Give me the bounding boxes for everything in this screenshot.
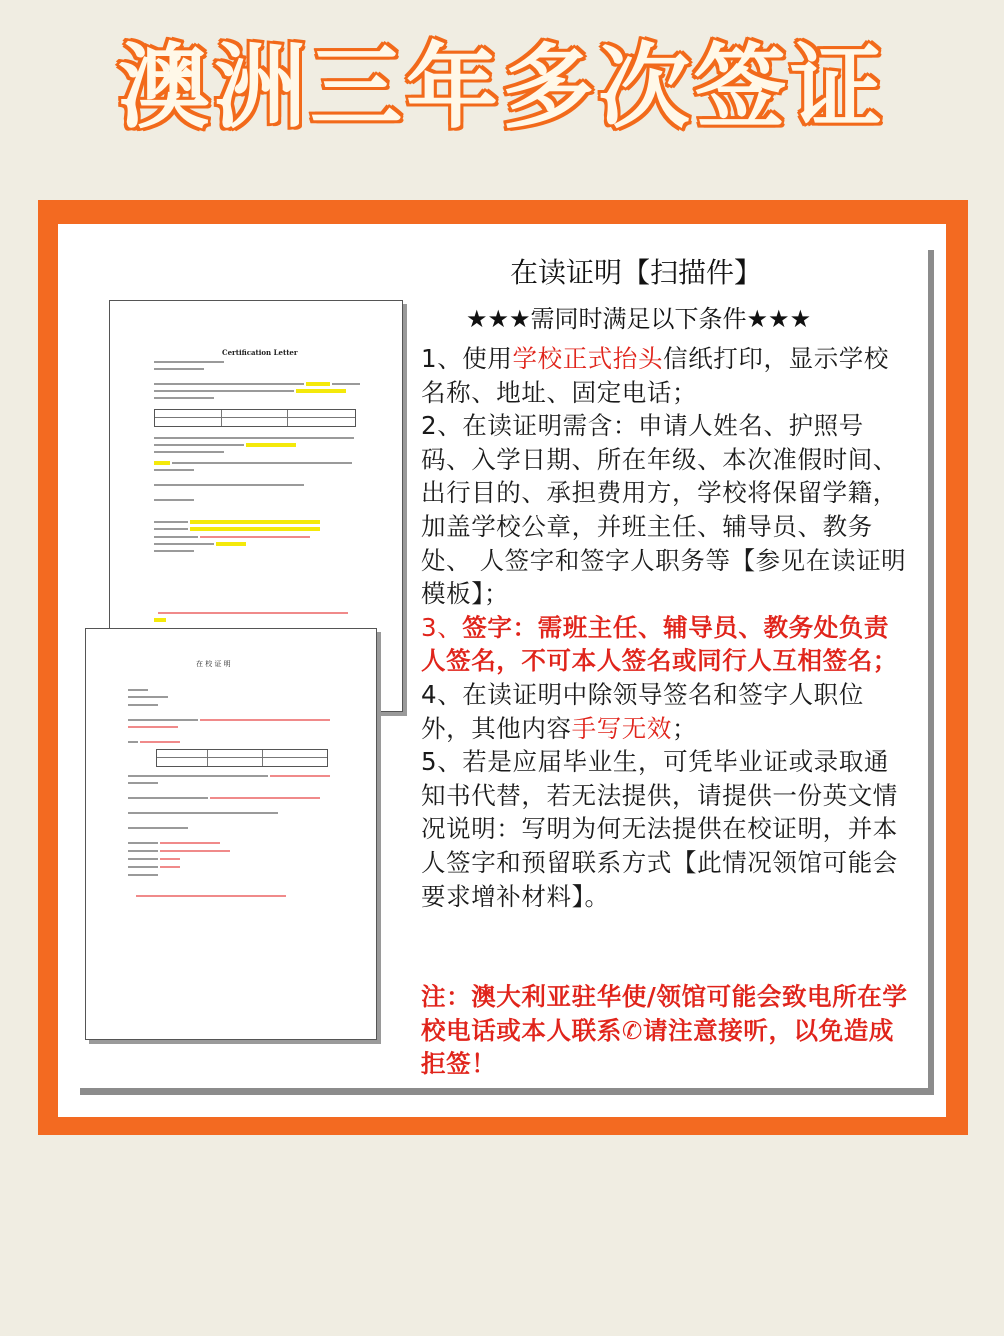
panel-shadow bbox=[928, 250, 934, 1095]
requirement-item: 5、若是应届毕业生，可凭毕业证或录取通知书代替，若无法提供，请提供一份英文情况说明：写明为何无法提供在校证明，并本人签字和预留联系方式【此情况领馆可能会要求增补材料】。 bbox=[421, 747, 898, 911]
requirement-highlight: 学校正式抬头 bbox=[512, 344, 664, 373]
requirement-highlight: 手写无效 bbox=[571, 713, 673, 743]
requirement-item: 1、使用学校正式抬头信纸打印，显示学校名称、地址、固定电话； bbox=[421, 344, 890, 407]
enrollment-certificate-thumbnail bbox=[85, 628, 377, 1040]
certificate-title: 在 校 证 明 bbox=[196, 660, 231, 668]
requirement-item: 2、在读证明需含：申请人姓名、护照号码、入学日期、所在年级、本次准假时间、出行目的、承担费用方，学校将保留学籍，加盖学校公章，并班主任、辅导员、教务处、 人签字和签字人职务等【参见在读证明模板】； bbox=[421, 411, 907, 609]
conditions-subheading: ★★★需同时满足以下条件★★★ bbox=[466, 305, 812, 333]
letter-title: Certification Letter bbox=[222, 348, 298, 357]
section-heading: 在读证明【扫描件】 bbox=[510, 256, 763, 289]
requirement-item: 3、签字：需班主任、辅导员、教务处负责人签名，不可本人签名或同行人互相签名； bbox=[421, 612, 898, 676]
panel-shadow bbox=[80, 1088, 934, 1095]
warning-note: 注：澳大利亚驻华使/领馆可能会致电所在学校电话或本人联系✆请注意接听，以免造成拒签！ bbox=[421, 982, 908, 1079]
requirement-highlight: 签字：需班主任、辅导员、教务处负责人签名，不可本人签名或同行人互相签名； bbox=[421, 612, 898, 676]
requirements-list bbox=[421, 342, 909, 913]
requirement-item: 4、在读证明中除领导签名和签字人职位外，其他内容手写无效； bbox=[421, 679, 864, 743]
phone-icon: ✆ bbox=[621, 1015, 643, 1045]
page-title: 澳洲三年多次签证 bbox=[117, 34, 886, 141]
